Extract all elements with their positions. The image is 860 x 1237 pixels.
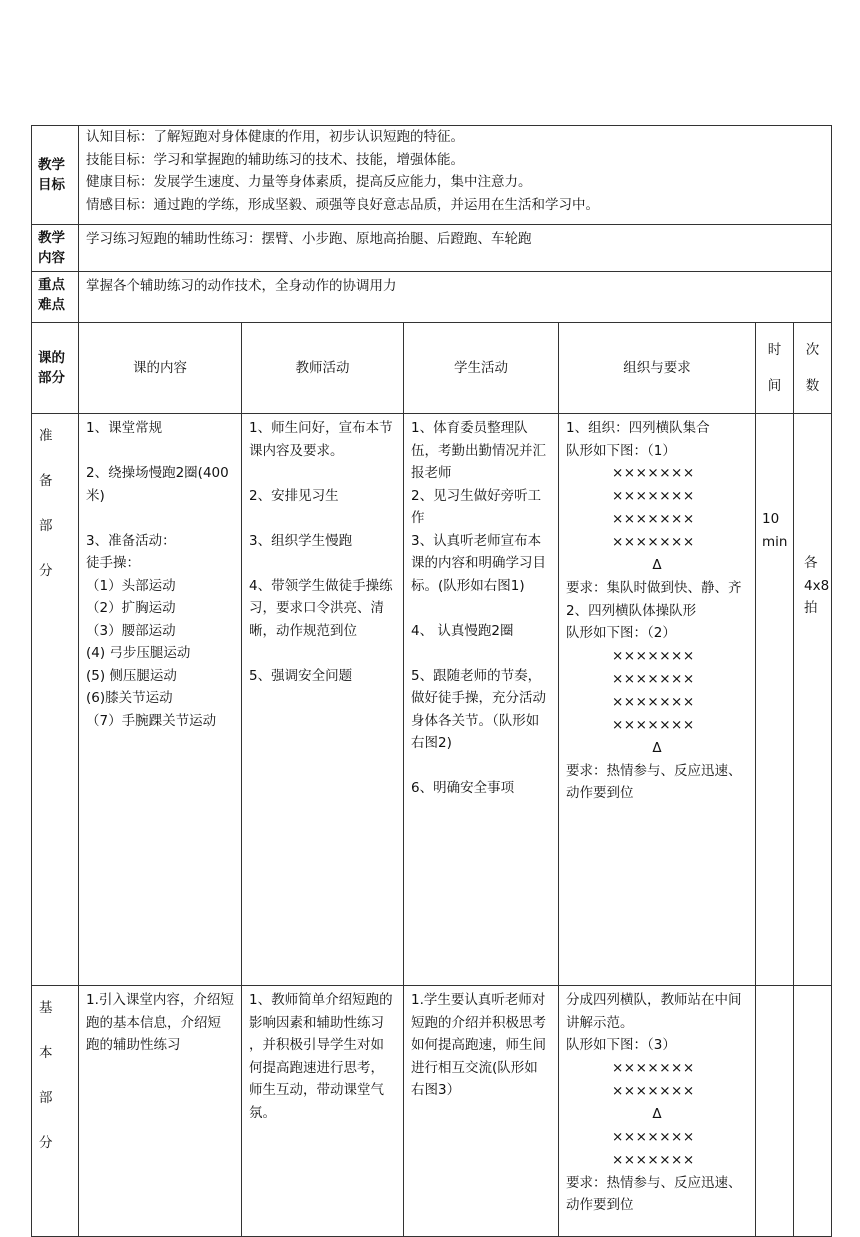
prep-part-label: 准 备 部 分 xyxy=(32,414,79,986)
org-intro: 分成四列横队，教师站在中间讲解示范。 xyxy=(566,992,742,1031)
header-teacher-activity: 教师活动 xyxy=(242,323,404,414)
prep-content-item: （1）头部运动 xyxy=(86,577,176,594)
prep-teacher-item: 2、安排见习生 xyxy=(249,487,339,504)
prep-content-item: (4) 弓步压腿运动 xyxy=(86,645,191,661)
prep-content-item: （3）腰部运动 xyxy=(86,622,176,639)
prep-content-item: (6)膝关节运动 xyxy=(86,690,173,706)
prep-teacher xyxy=(242,414,404,986)
basic-part-label: 基 本 部 分 xyxy=(32,986,79,1237)
formation-row: ××××××× xyxy=(612,488,695,504)
basic-teacher: 1、教师简单介绍短跑的影响因素和辅助性练习 ，并积极引导学生对如何提高跑速进行思考，师生互动，带动课堂气氛。 xyxy=(242,986,404,1237)
formation-label: 队形如下图：（1） xyxy=(566,442,676,459)
formation-row: ××××××× xyxy=(612,670,695,687)
teacher-position-mark: Δ xyxy=(652,739,662,756)
formation-row: ××××××× xyxy=(612,647,695,664)
header-part: 课的 部分 xyxy=(32,323,79,414)
formation-row: ××××××× xyxy=(612,693,695,710)
goal-affective: 情感目标：通过跑的学练，形成坚毅、顽强等良好意志品质，并运用在生活和学习中。 xyxy=(86,196,599,213)
prep-content-item: 1、课堂常规 xyxy=(86,420,163,436)
lesson-plan-table xyxy=(31,125,832,1237)
formation-row: ××××××× xyxy=(612,1082,695,1099)
goal-health: 健康目标：发展学生速度、力量等身体素质，提高反应能力，集中注意力。 xyxy=(86,174,532,190)
org-intro: 2、四列横队体操队形 xyxy=(566,602,697,619)
content-text: 学习练习短跑的辅助性练习：摆臂、小步跑、原地高抬腿、后蹬跑、车轮跑 xyxy=(79,225,832,272)
prep-student-item: 3、认真听老师宣布本课的内容和明确学习目标。(队形如右图1) xyxy=(411,532,546,594)
prep-student-item: 6、明确安全事项 xyxy=(411,780,515,796)
teacher-position-mark: Δ xyxy=(652,557,662,573)
prep-content-item: 徒手操： xyxy=(86,555,140,571)
prep-section-row xyxy=(32,414,832,986)
formation-row: ××××××× xyxy=(612,1128,695,1145)
goal-cognitive: 认知目标：了解短跑对身体健康的作用，初步认识短跑的特征。 xyxy=(86,129,464,145)
prep-content xyxy=(79,414,242,986)
formation-row: ××××××× xyxy=(612,511,695,527)
formation-label: 队形如下图：（3） xyxy=(566,1037,676,1053)
goals-text xyxy=(79,126,832,225)
header-lesson-content: 课的内容 xyxy=(79,323,242,414)
prep-count: 各 4x8 拍 xyxy=(794,414,832,986)
lesson-plan-page xyxy=(31,125,831,1237)
prep-organization xyxy=(559,414,756,986)
basic-time xyxy=(756,986,794,1237)
content-label: 教学 内容 xyxy=(32,225,79,272)
basic-student: 1.学生要认真听老师对短跑的介绍并积极思考如何提高跑速，师生间进行相互交流(队形如右图3） xyxy=(404,986,559,1237)
prep-student xyxy=(404,414,559,986)
keypoints-text: 掌握各个辅助练习的动作技术，全身动作的协调用力 xyxy=(79,272,832,323)
prep-student-item: 5、跟随老师的节奏，做好徒手操，充分活动身体各关节。（队形如右图2) xyxy=(411,667,546,751)
goals-row xyxy=(32,126,832,225)
prep-student-item: 2、见习生做好旁听工作 xyxy=(411,487,542,526)
prep-content-item: (5) 侧压腿运动 xyxy=(86,667,177,684)
prep-content-item: （2）扩胸运动 xyxy=(86,600,176,616)
basic-content: 1.引入课堂内容，介绍短跑的基本信息，介绍短跑的辅助性练习 xyxy=(79,986,242,1237)
formation-row: ××××××× xyxy=(612,465,695,481)
formation-row: ××××××× xyxy=(612,1059,695,1076)
header-organization: 组织与要求 xyxy=(559,323,756,414)
prep-teacher-item: 3、组织学生慢跑 xyxy=(249,532,353,549)
goal-skill: 技能目标：学习和掌握跑的辅助练习的技术、技能，增强体能。 xyxy=(86,151,464,168)
prep-content-item: （7）手腕踝关节运动 xyxy=(86,712,217,729)
org-intro: 1、组织：四列横队集合 xyxy=(566,420,710,436)
prep-student-item: 4、 认真慢跑2圈 xyxy=(411,622,514,639)
prep-content-item: 3、准备活动： xyxy=(86,532,176,549)
basic-organization xyxy=(559,986,756,1237)
org-requirement: 要求：热情参与、反应迅速、动作要到位 xyxy=(566,762,742,801)
header-student-activity: 学生活动 xyxy=(404,323,559,414)
formation-row: ××××××× xyxy=(612,716,695,733)
prep-teacher-item: 1、师生问好，宣布本节课内容及要求。 xyxy=(249,420,393,459)
prep-student-item: 1、体育委员整理队伍，考勤出勤情况并汇报老师 xyxy=(411,420,546,481)
keypoints-row xyxy=(32,272,832,323)
formation-label: 队形如下图：（2） xyxy=(566,625,676,641)
header-time: 时 间 xyxy=(756,323,794,414)
header-count: 次 数 xyxy=(794,323,832,414)
column-header-row xyxy=(32,323,832,414)
prep-time: 10 min xyxy=(756,414,794,986)
formation-row: ××××××× xyxy=(612,1151,695,1168)
formation-row: ××××××× xyxy=(612,534,695,550)
keypoints-label: 重点 难点 xyxy=(32,272,79,323)
prep-content-item: 2、绕操场慢跑2圈(400米) xyxy=(86,465,229,504)
org-requirement: 要求：热情参与、反应迅速、动作要到位 xyxy=(566,1174,742,1213)
teacher-position-mark: Δ xyxy=(652,1105,662,1122)
basic-count xyxy=(794,986,832,1237)
prep-teacher-item: 5、强调安全问题 xyxy=(249,667,353,684)
prep-teacher-item: 4、带领学生做徒手操练习，要求口令洪亮、清晰，动作规范到位 xyxy=(249,577,393,639)
goals-label: 教学 目标 xyxy=(32,126,79,225)
org-requirement: 要求：集队时做到快、静、齐 xyxy=(566,580,742,596)
basic-section-row xyxy=(32,986,832,1237)
content-row xyxy=(32,225,832,272)
